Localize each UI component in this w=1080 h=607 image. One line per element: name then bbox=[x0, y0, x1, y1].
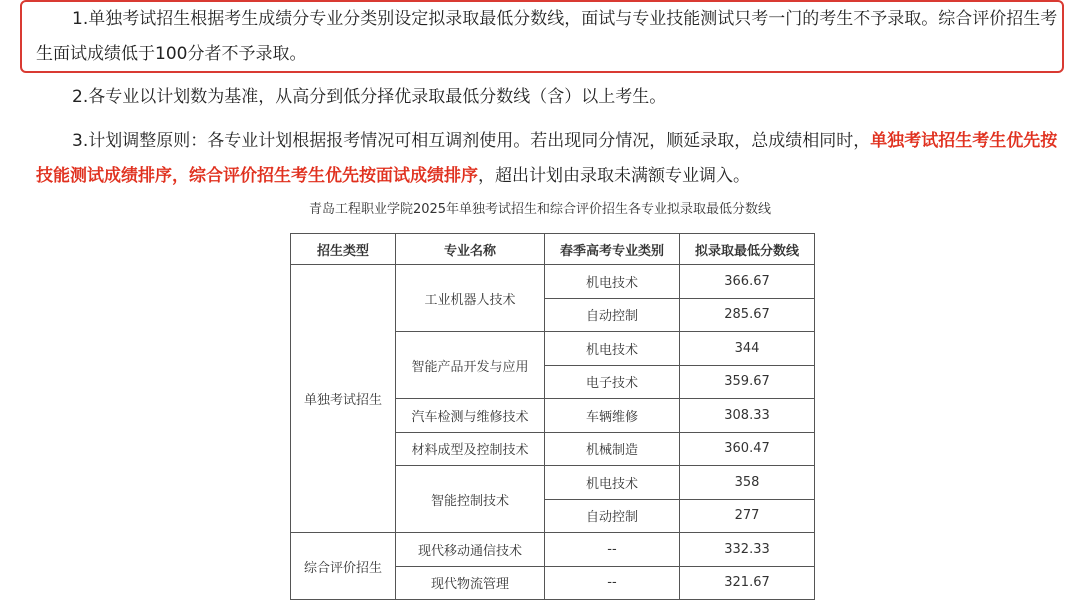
table-title: 青岛工程职业学院2025年单独考试招生和综合评价招生各专业拟录取最低分数线 bbox=[308, 202, 772, 217]
header-type: 招生类型 bbox=[291, 234, 396, 265]
category-cell: 自动控制 bbox=[545, 499, 680, 533]
category-cell: 机械制造 bbox=[545, 432, 680, 466]
header-category: 春季高考专业类别 bbox=[545, 234, 680, 265]
category-cell: 机电技术 bbox=[545, 466, 680, 500]
category-cell: 车辆维修 bbox=[545, 399, 680, 433]
score-cell: 366.67 bbox=[680, 265, 815, 299]
paragraph-1-text: 1.单独考试招生根据考生成绩分专业分类别设定拟录取最低分数线，面试与专业技能测试只考一门的考生不予录取。综合评价招生考生面试成绩低于100分者不予录取。 bbox=[36, 9, 1058, 64]
score-cell: 308.33 bbox=[680, 399, 815, 433]
category-cell: 机电技术 bbox=[545, 332, 680, 366]
type-cell: 综合评价招生 bbox=[291, 533, 396, 600]
category-cell: 自动控制 bbox=[545, 298, 680, 332]
category-cell: -- bbox=[545, 566, 680, 600]
score-table bbox=[290, 233, 815, 600]
score-cell: 344 bbox=[680, 332, 815, 366]
major-cell: 现代移动通信技术 bbox=[396, 533, 545, 567]
score-cell: 360.47 bbox=[680, 432, 815, 466]
paragraph-3-text-c: ，超出计划由录取未满额专业调入。 bbox=[478, 166, 750, 186]
paragraph-2-text: 2.各专业以计划数为基准，从高分到低分择优录取最低分数线（含）以上考生。 bbox=[72, 87, 667, 107]
score-cell: 285.67 bbox=[680, 298, 815, 332]
major-cell: 智能控制技术 bbox=[396, 466, 545, 533]
header-major: 专业名称 bbox=[396, 234, 545, 265]
score-cell: 332.33 bbox=[680, 533, 815, 567]
major-cell: 材料成型及控制技术 bbox=[396, 432, 545, 466]
table-header-row bbox=[291, 234, 815, 265]
major-cell: 工业机器人技术 bbox=[396, 265, 545, 332]
category-cell: 机电技术 bbox=[545, 265, 680, 299]
table-row bbox=[291, 265, 815, 299]
paragraph-3-highlight: 单独考试招生考生优先按技能测试成绩排序，综合评价招生考生优先按面试成绩排序 bbox=[36, 131, 1058, 186]
category-cell: 电子技术 bbox=[545, 365, 680, 399]
category-cell: -- bbox=[545, 533, 680, 567]
major-cell: 汽车检测与维修技术 bbox=[396, 399, 545, 433]
paragraph-1 bbox=[36, 2, 1066, 72]
type-cell: 单独考试招生 bbox=[291, 265, 396, 533]
score-cell: 358 bbox=[680, 466, 815, 500]
score-cell: 277 bbox=[680, 499, 815, 533]
header-score: 拟录取最低分数线 bbox=[680, 234, 815, 265]
score-cell: 321.67 bbox=[680, 566, 815, 600]
paragraph-2 bbox=[36, 80, 1066, 115]
paragraph-3-text-a: 3.计划调整原则：各专业计划根据报考情况可相互调剂使用。若出现同分情况，顺延录取，总成绩相同时， bbox=[72, 131, 871, 151]
score-cell: 359.67 bbox=[680, 365, 815, 399]
major-cell: 智能产品开发与应用 bbox=[396, 332, 545, 399]
table-row bbox=[291, 533, 815, 567]
major-cell: 现代物流管理 bbox=[396, 566, 545, 600]
paragraph-3 bbox=[36, 124, 1066, 194]
